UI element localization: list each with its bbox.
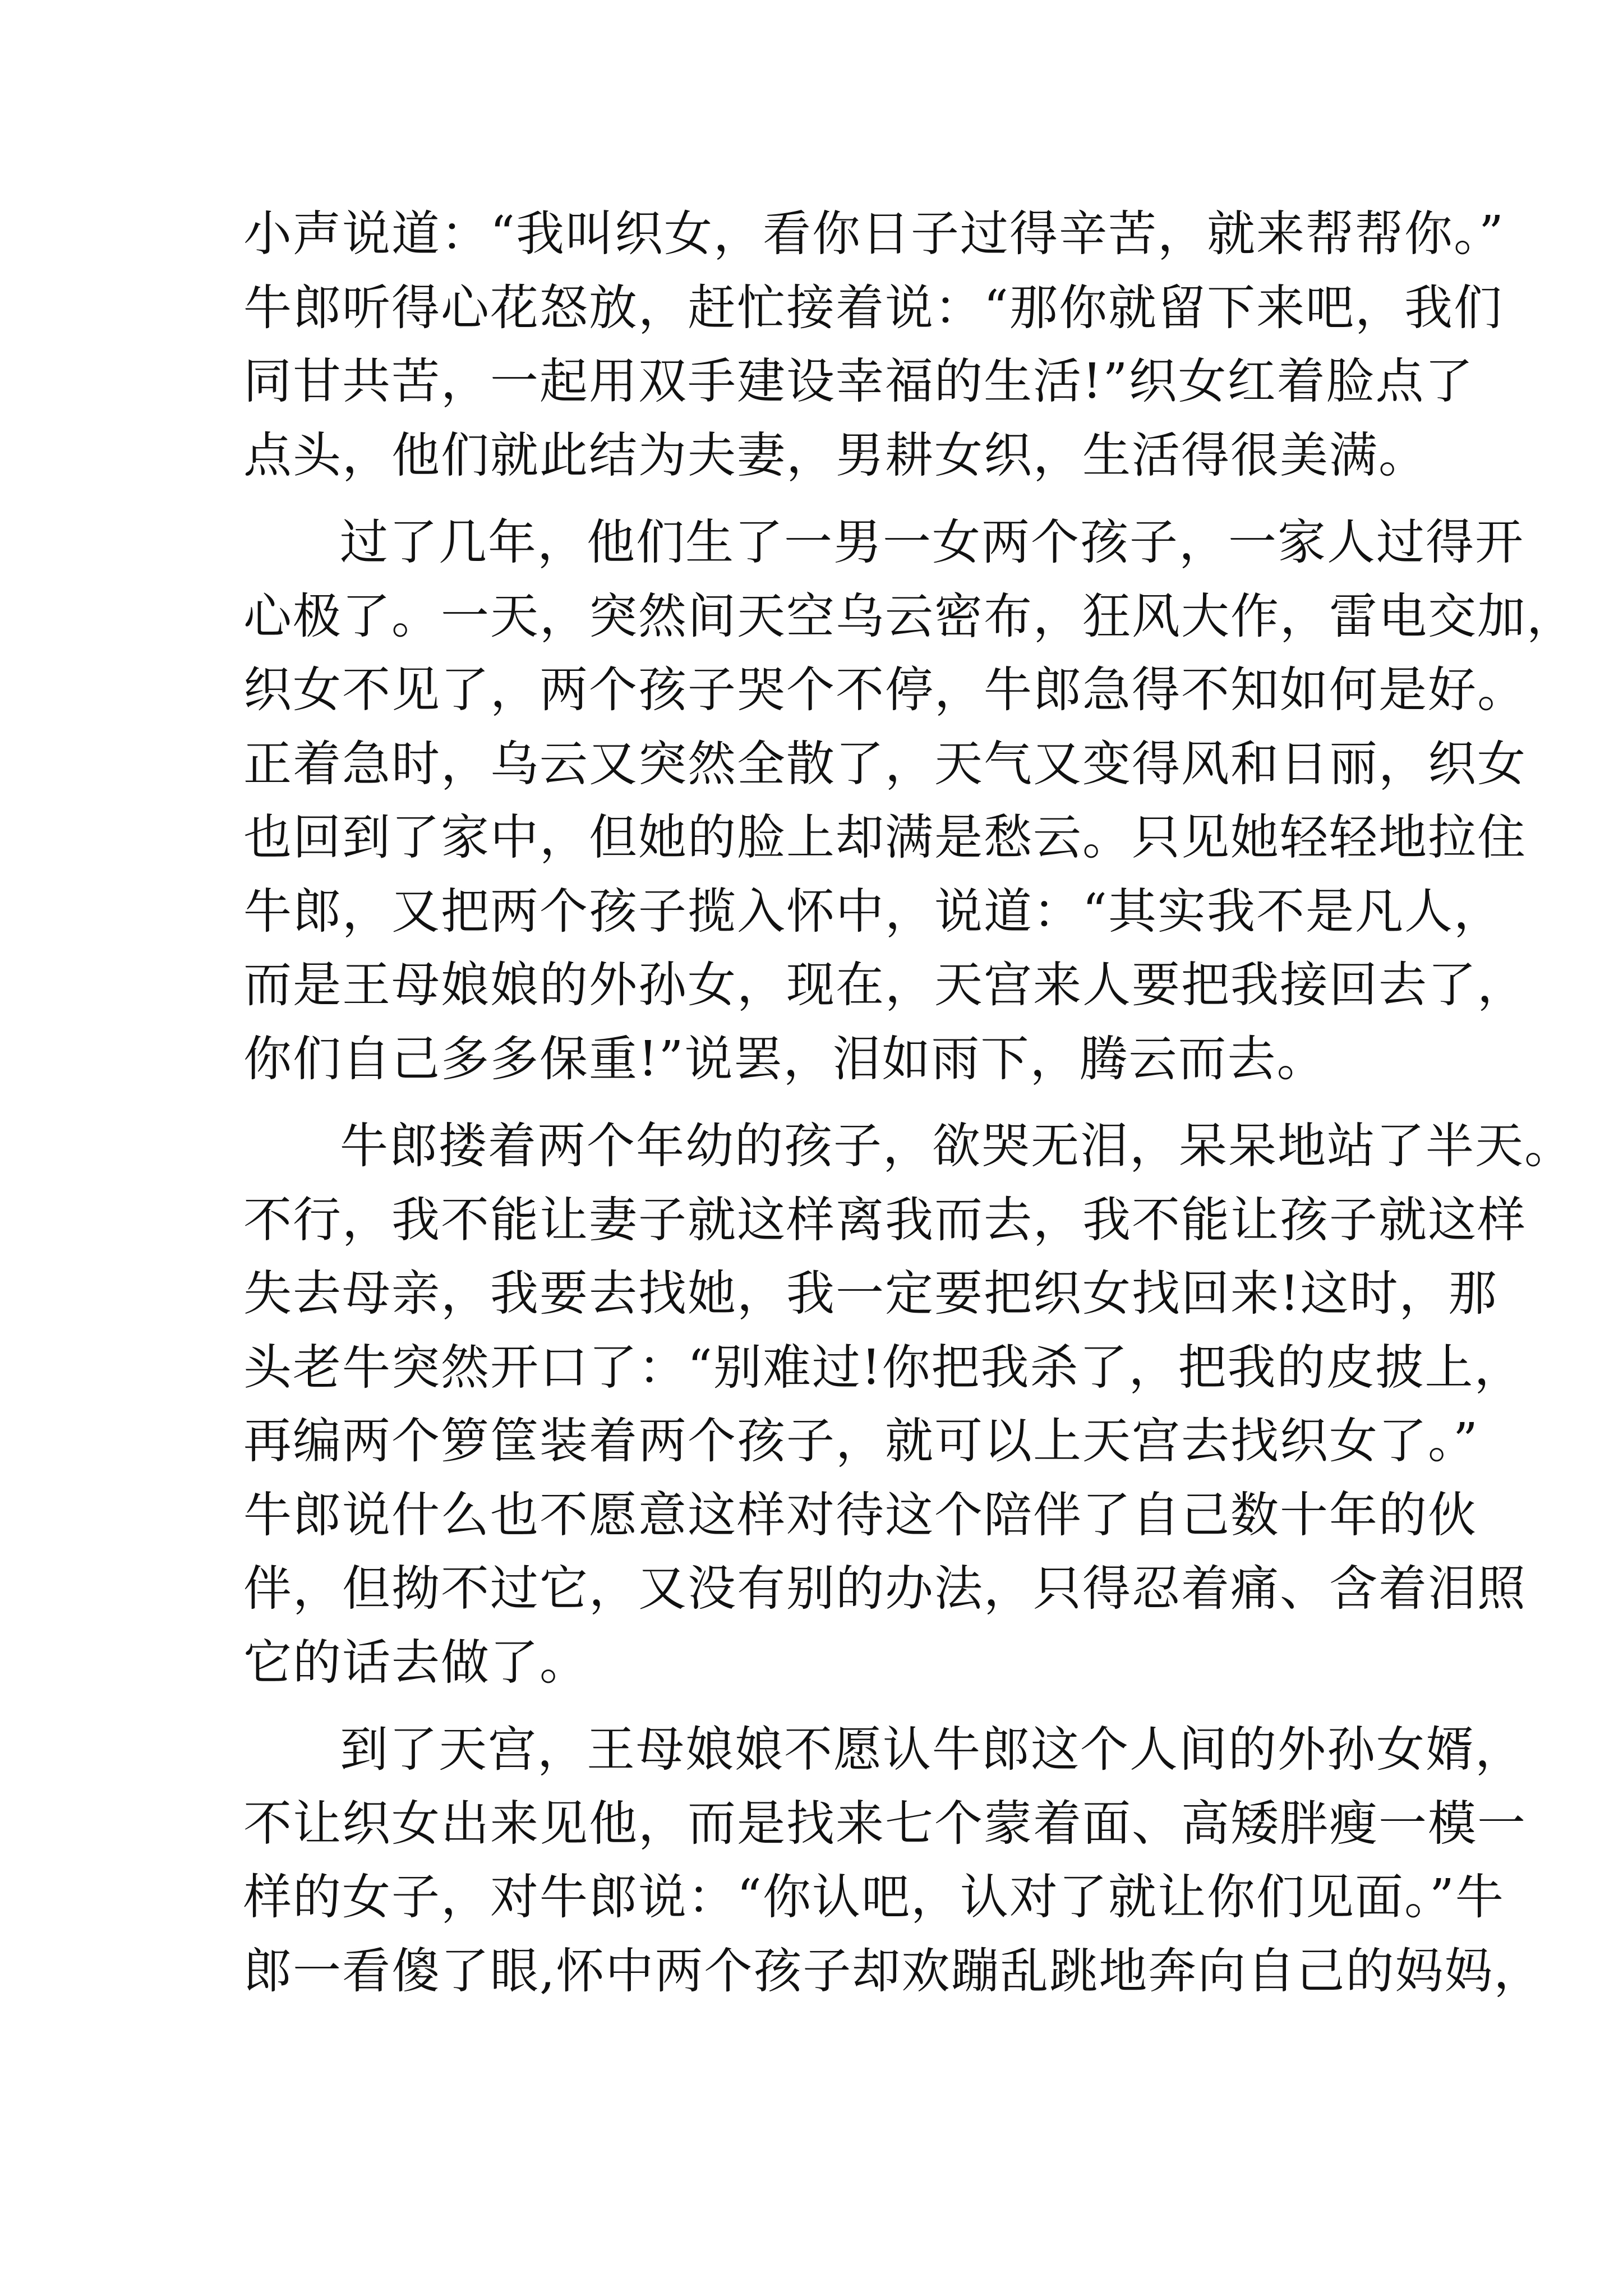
text-line: 小声说道：“我叫织女，看你日子过得辛苦，就来帮帮你。” [243,206,1505,262]
text-line: 点头，他们就此结为夫妻，男耕女织，生活得很美满。 [243,427,1428,484]
text-line: 牛郎，又把两个孩子揽入怀中，说道：“其实我不是凡人， [243,883,1503,940]
text-line: 正着急时，乌云又突然全散了，天气又变得风和日丽，织女 [243,735,1527,792]
text-line: 郎一看傻了眼,怀中两个孩子却欢蹦乱跳地奔向自己的妈妈， [243,1943,1543,1999]
text-line: 也回到了家中，但她的脸上却满是愁云。只见她轻轻地拉住 [243,809,1527,866]
text-line: 牛郎听得心花怒放，赶忙接着说：“那你就留下来吧，我们 [243,279,1503,336]
text-line: 牛郎说什么也不愿意这样对待这个陪伴了自己数十年的伙 [243,1487,1477,1543]
text-line: 心极了。一天，突然间天空乌云密布，狂风大作，雷电交加， [243,588,1576,645]
paragraph-1 [243,197,1505,493]
paragraph-2 [243,506,1576,1096]
text-line: 伴，但拗不过它，又没有别的办法，只得忍着痛、含着泪照 [243,1561,1527,1617]
text-line: 到了天宫，王母娘娘不愿认牛郎这个人间的外孙女婿， [340,1722,1524,1778]
text-line: 同甘共苦，一起用双手建设幸福的生活!”织女红着脸点了 [243,353,1474,409]
text-line: 它的话去做了。 [243,1634,589,1691]
text-line: 牛郎搂着两个年幼的孩子，欲哭无泪，呆呆地站了半天。 [340,1118,1574,1174]
text-line: 不行，我不能让妻子就这样离我而去，我不能让孩子就这样 [243,1191,1527,1248]
text-line: 头老牛突然开口了：“别难过!你把我杀了，把我的皮披上， [243,1339,1524,1396]
text-line: 失去母亲，我要去找她，我一定要把织女找回来!这时，那 [243,1266,1498,1322]
text-line: 而是王母娘娘的外孙女，现在，天宫来人要把我接回去了， [243,957,1527,1013]
text-line: 不让织女出来见他，而是找来七个蒙着面、高矮胖瘦一模一 [243,1795,1527,1852]
text-line: 你们自己多多保重!”说罢，泪如雨下，腾云而去。 [243,1030,1326,1087]
text-line: 样的女子，对牛郎说：“你认吧，认对了就让你们见面。”牛 [243,1869,1505,1925]
paragraph-4 [243,1713,1543,2008]
text-line: 再编两个箩筐装着两个孩子，就可以上天宫去找织女了。” [243,1413,1479,1469]
story-text [243,197,1576,2008]
paragraph-3 [243,1110,1574,1700]
text-line: 过了几年，他们生了一男一女两个孩子，一家人过得开 [340,514,1524,570]
text-line: 织女不见了，两个孩子哭个不停，牛郎急得不知如何是好。 [243,662,1527,718]
